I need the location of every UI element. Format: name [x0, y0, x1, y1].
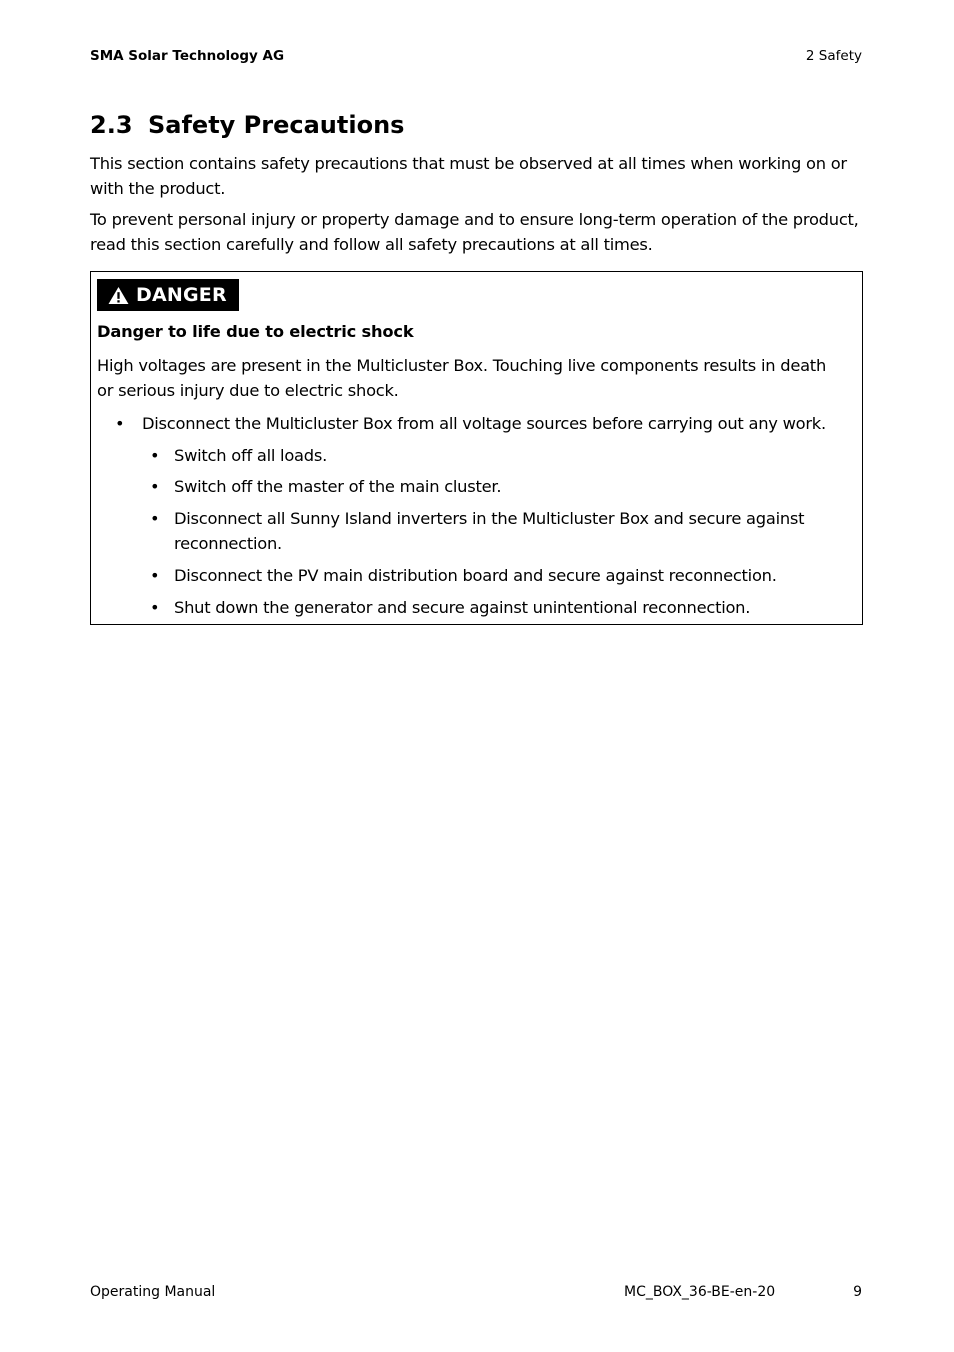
intro-paragraph-1: This section contains safety precautions that must be observed at all times when working on or with the product.: [90, 154, 847, 198]
bullet-marker: •: [150, 566, 160, 585]
danger-description: High voltages are present in the Multicluster Box. Touching live components results in death or serious injury due to electric shock.: [97, 356, 827, 400]
sub-action-text: Shut down the generator and secure against unintentional reconnection.: [174, 598, 751, 617]
danger-notice-box: [90, 271, 863, 625]
sub-action-text: Disconnect all Sunny Island inverters in the Multicluster Box and secure against reconnection.: [174, 509, 805, 553]
danger-title: Danger to life due to electric shock: [97, 322, 414, 341]
bullet-marker: •: [150, 509, 160, 528]
danger-badge: [97, 279, 239, 311]
bullet-marker: •: [150, 446, 160, 465]
section-title: Safety Precautions: [148, 111, 405, 139]
section-number: 2.3: [90, 111, 133, 139]
main-action-text: Disconnect the Multicluster Box from all voltage sources before carrying out any work.: [142, 414, 826, 433]
header-chapter: 2 Safety: [805, 48, 862, 64]
danger-label: DANGER: [136, 284, 227, 306]
intro-paragraph-2: To prevent personal injury or property damage and to ensure long-term operation of the product, read this section carefully and follow all safety precautions at all times.: [90, 210, 859, 254]
footer-manual-name: Operating Manual: [90, 1284, 216, 1300]
footer-document-id: MC_BOX_36-BE-en-20: [624, 1284, 776, 1300]
header-company: SMA Solar Technology AG: [90, 48, 285, 64]
bullet-marker: •: [150, 477, 160, 496]
warning-triangle-icon: [108, 286, 129, 305]
sub-action-text: Switch off all loads.: [174, 446, 328, 465]
bullet-marker: •: [150, 598, 160, 617]
sub-action-text: Switch off the master of the main cluster.: [174, 477, 502, 496]
footer-page-number: 9: [853, 1284, 862, 1300]
sub-action-text: Disconnect the PV main distribution board and secure against reconnection.: [174, 566, 777, 585]
section-heading: [90, 111, 404, 139]
bullet-marker: •: [115, 414, 125, 433]
